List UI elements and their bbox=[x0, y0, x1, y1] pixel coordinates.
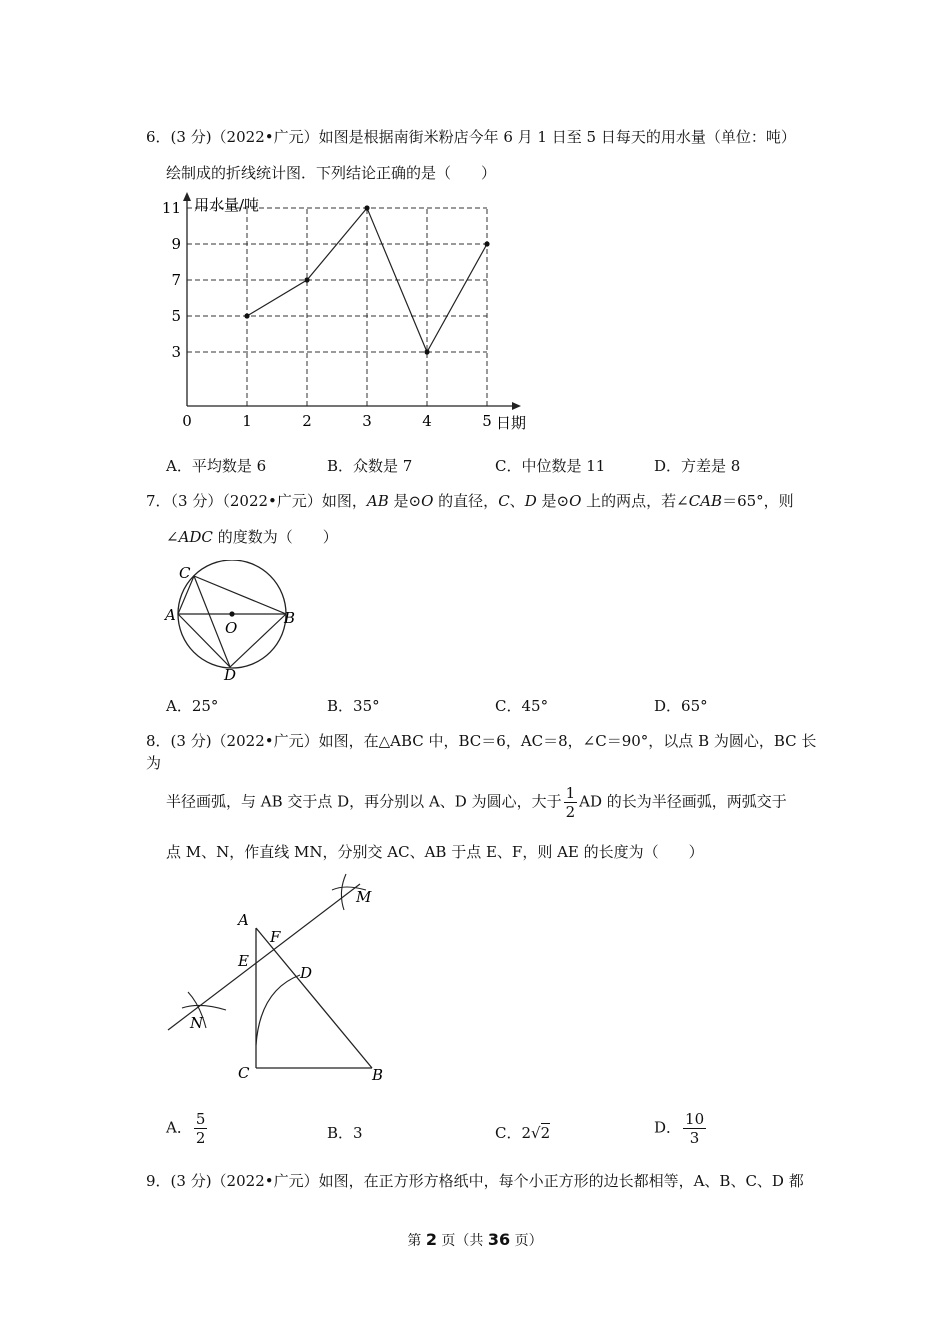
question-6-line-1: 6．(3 分)（2022•广元）如图是根据南街米粉店今年 6 月 1 日至 5 日每天的用水量（单位：吨） bbox=[146, 128, 796, 146]
question-6-line-2: 绘制成的折线统计图．下列结论正确的是（ ） bbox=[166, 164, 497, 182]
q6-option-c: C．中位数是 11 bbox=[495, 457, 606, 475]
label-c: C bbox=[238, 1064, 250, 1082]
label-c: C bbox=[179, 564, 191, 582]
y-tick-label: 11 bbox=[161, 199, 181, 217]
chart-x-axis-label: 日期 bbox=[496, 414, 527, 432]
q7-option-b: B．35° bbox=[327, 697, 380, 715]
sqrt-icon: √ bbox=[531, 1124, 541, 1142]
chart-y-axis-label: 用水量/吨 bbox=[194, 196, 260, 214]
label-b: B bbox=[284, 609, 296, 627]
y-axis-arrow-icon bbox=[183, 192, 191, 201]
data-point bbox=[484, 241, 489, 246]
label-m: M bbox=[356, 888, 372, 906]
label-f: F bbox=[270, 928, 281, 946]
q6-option-d: D．方差是 8 bbox=[654, 457, 741, 475]
triangle-construction-figure bbox=[160, 870, 400, 1090]
q8-option-c: C．2√2 bbox=[495, 1124, 551, 1142]
q6-option-a: A．平均数是 6 bbox=[166, 457, 267, 475]
x-tick-label: 3 bbox=[362, 412, 372, 430]
question-8-line-2: 半径画弧，与 AB 交于点 D，再分别以 A、D 为圆心，大于 $\frac{1}{2}$ AD 的长为半径画弧，两弧交于 bbox=[166, 784, 787, 821]
q6-option-b: B．众数是 7 bbox=[327, 457, 413, 475]
q8-option-b: B．3 bbox=[327, 1124, 363, 1142]
q7-option-d: D．65° bbox=[654, 697, 708, 715]
y-tick-label: 5 bbox=[171, 307, 181, 325]
q8-option-d: D． $\frac{10}{3}$ bbox=[654, 1110, 705, 1147]
circle-figure bbox=[160, 560, 310, 685]
fraction-one-half: $\frac{1}{2}$ bbox=[565, 784, 576, 821]
water-usage-line-chart bbox=[150, 190, 540, 440]
y-tick-label: 7 bbox=[171, 271, 181, 289]
question-9-line-1: 9．(3 分)（2022•广元）如图，在正方形方格纸中，每个小正方形的边长都相等，A、B、C、D 都 bbox=[146, 1172, 804, 1190]
q7-option-a: A．25° bbox=[166, 697, 219, 715]
q7-option-c: C．45° bbox=[495, 697, 549, 715]
x-tick-label: 2 bbox=[302, 412, 312, 430]
center-point bbox=[229, 611, 234, 616]
question-7-line-1: 7．（3 分）（2022•广元）如图，AB 是⊙O 的直径，C、D 是⊙O 上的两点，若∠CAB＝65°，则 bbox=[146, 492, 794, 510]
label-a: A bbox=[165, 606, 176, 624]
chart-grid bbox=[187, 208, 487, 406]
label-o: O bbox=[225, 619, 238, 637]
data-point bbox=[424, 349, 429, 354]
chart-ticks bbox=[162, 199, 492, 430]
y-tick-label: 3 bbox=[171, 343, 181, 361]
data-point bbox=[304, 277, 309, 282]
label-a: A bbox=[238, 911, 249, 929]
x-tick-label: 1 bbox=[242, 412, 252, 430]
x-tick-label: 4 bbox=[422, 412, 432, 430]
question-7-line-2: ∠ADC 的度数为（ ） bbox=[166, 528, 338, 546]
question-8-line-1: 8．(3 分)（2022•广元）如图，在△ABC 中，BC＝6，AC＝8，∠C＝90°，以点 B 为圆心，BC 长为 bbox=[146, 732, 817, 772]
label-e: E bbox=[238, 952, 249, 970]
q8-option-a: A． $\frac{5}{2}$ bbox=[166, 1110, 206, 1147]
data-point bbox=[364, 205, 369, 210]
page-footer: 第 2 页（共 36 页） bbox=[407, 1230, 543, 1249]
chart-axes bbox=[183, 192, 521, 410]
x-tick-label: 5 bbox=[482, 412, 492, 430]
label-b: B bbox=[372, 1066, 384, 1084]
label-d: D bbox=[300, 964, 313, 982]
y-tick-label: 9 bbox=[171, 235, 181, 253]
x-axis-arrow-icon bbox=[512, 402, 521, 410]
label-d: D bbox=[224, 666, 237, 684]
label-n: N bbox=[190, 1014, 204, 1032]
x-tick-label: 0 bbox=[182, 412, 192, 430]
data-point bbox=[244, 313, 249, 318]
question-8-line-3: 点 M、N，作直线 MN，分别交 AC、AB 于点 E、F，则 AE 的长度为（ ） bbox=[166, 843, 704, 861]
